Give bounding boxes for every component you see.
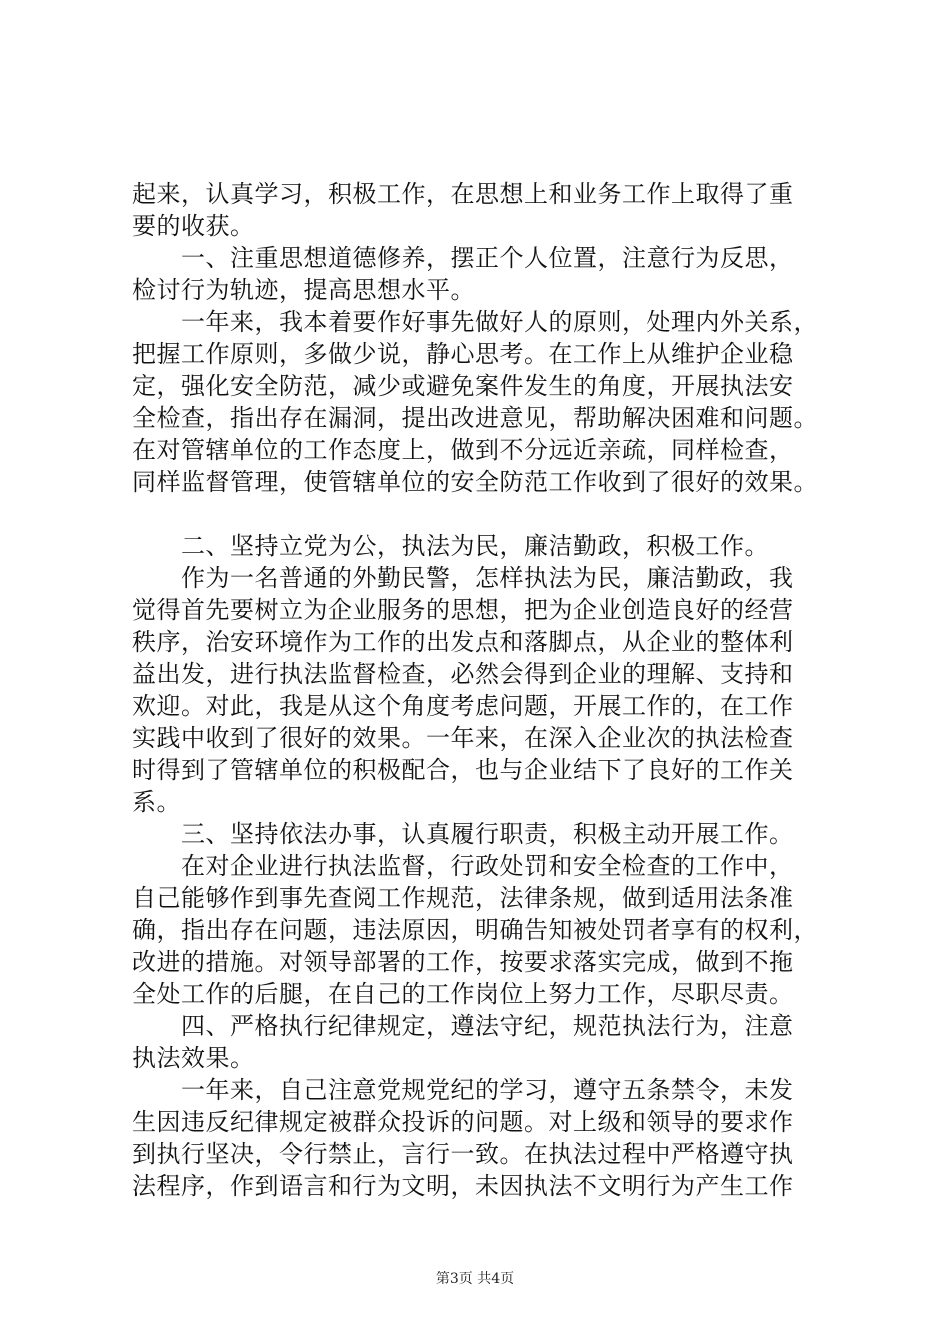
- paragraph-gap: [132, 498, 832, 530]
- text-line: 定，强化安全防范，减少或避免案件发生的角度，开展执法安: [132, 372, 794, 400]
- page-number-footer: 第3页 共4页: [435, 1271, 515, 1287]
- text-line: 全检查，指出存在漏洞，提出改进意见，帮助解决困难和问题。: [132, 404, 818, 432]
- text-line: 把握工作原则，多做少说，静心思考。在工作上从维护企业稳: [132, 340, 794, 368]
- text-line: 执法效果。: [132, 1044, 255, 1072]
- text-line: 同样监督管理，使管辖单位的安全防范工作收到了很好的效果。: [132, 468, 818, 496]
- text-line: 秩序，治安环境作为工作的出发点和落脚点，从企业的整体利: [132, 628, 794, 656]
- text-line: 欢迎。对此，我是从这个角度考虑问题，开展工作的，在工作: [132, 692, 794, 720]
- text-line: 系。: [132, 788, 181, 816]
- section-heading-3: 三、坚持依法办事，认真履行职责，积极主动开展工作。: [132, 820, 794, 848]
- text-line: 实践中收到了很好的效果。一年来，在深入企业次的执法检查: [132, 724, 794, 752]
- text-line: 法程序，作到语言和行为文明，未因执法不文明行为产生工作: [132, 1172, 794, 1200]
- text-line: 一年来，我本着要作好事先做好人的原则，处理内外关系，: [132, 308, 818, 336]
- text-line: 觉得首先要树立为企业服务的思想，把为企业创造良好的经营: [132, 596, 794, 624]
- text-line: 改进的措施。对领导部署的工作，按要求落实完成，做到不拖: [132, 948, 794, 976]
- text-line: 确，指出存在问题，违法原因，明确告知被处罚者享有的权利，: [132, 916, 818, 944]
- text-line: 到执行坚决，令行禁止，言行一致。在执法过程中严格遵守执: [132, 1140, 794, 1168]
- text-line: 时得到了管辖单位的积极配合，也与企业结下了良好的工作关: [132, 756, 794, 784]
- text-line: 一年来，自己注意党规党纪的学习，遵守五条禁令，未发: [132, 1076, 794, 1104]
- text-line: 作为一名普通的外勤民警，怎样执法为民，廉洁勤政，我: [132, 564, 794, 592]
- section-heading-2: 二、坚持立党为公，执法为民，廉洁勤政，积极工作。: [132, 532, 769, 560]
- text-line: 生因违反纪律规定被群众投诉的问题。对上级和领导的要求作: [132, 1108, 794, 1136]
- text-line: 在对企业进行执法监督，行政处罚和安全检查的工作中，: [132, 852, 794, 880]
- section-heading-4: 四、严格执行纪律规定，遵法守纪，规范执法行为，注意: [132, 1012, 794, 1040]
- text-line: 在对管辖单位的工作态度上，做到不分远近亲疏，同样检查，: [132, 436, 794, 464]
- text-line: 自己能够作到事先查阅工作规范，法律条规，做到适用法条准: [132, 884, 794, 912]
- text-line: 起来，认真学习，积极工作，在思想上和业务工作上取得了重: [132, 180, 794, 208]
- section-heading-1: 一、注重思想道德修养，摆正个人位置，注意行为反思，: [132, 244, 794, 272]
- text-line: 要的收获。: [132, 212, 255, 240]
- text-line: 检讨行为轨迹，提高思想水平。: [132, 276, 475, 304]
- text-line: 全处工作的后腿，在自己的工作岗位上努力工作，尽职尽责。: [132, 980, 794, 1008]
- text-line: 益出发，进行执法监督检查，必然会得到企业的理解、支持和: [132, 660, 794, 688]
- document-body: [132, 178, 832, 1202]
